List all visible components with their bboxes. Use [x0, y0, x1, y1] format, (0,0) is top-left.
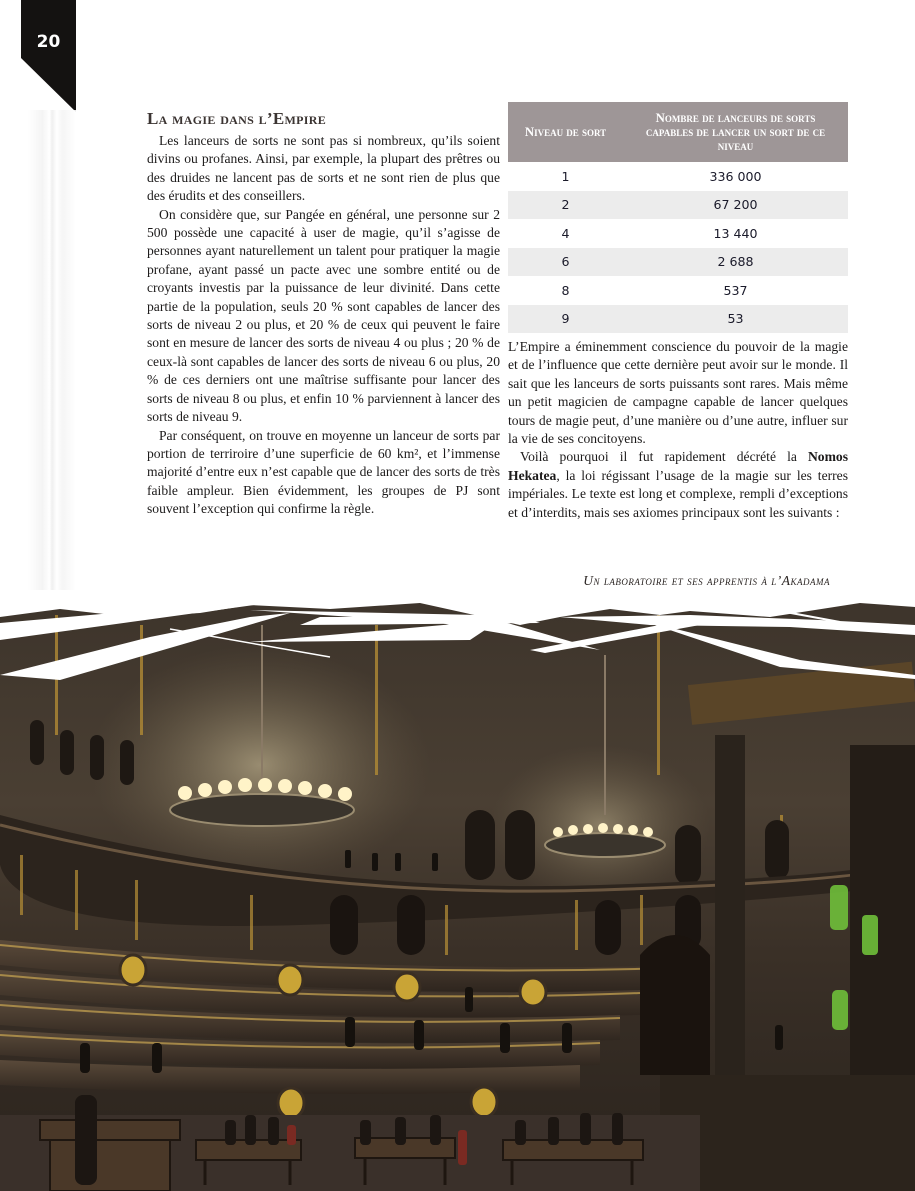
paragraph-text: , la loi régissant l’usage de la magie sur les terres impériales. Le texte est long et complexe, rempli d’exceptions et d’interdits, mais ses axiomes principaux sont les suivants :: [508, 467, 848, 520]
spell-casters-table: [508, 102, 848, 333]
table-row: [508, 162, 848, 191]
paragraph: Les lanceurs de sorts ne sont pas si nombreux, qu’ils soient divins ou profanes. Ainsi, par exemple, la plupart des prêtres ou des druides ne lancent pas de sorts et ne sont rien de plus que des érudits et des conseillers.: [147, 133, 500, 204]
cell-level: 4: [561, 225, 570, 241]
cell-level: 2: [508, 191, 623, 220]
margin-decoration: [28, 110, 76, 590]
table-row: [508, 191, 848, 220]
term-nomos-hekatea: Nomos Hekatea: [508, 449, 848, 483]
cell-count: 2 688: [623, 248, 848, 277]
paragraph-text: Voilà pourquoi il fut rapidement décrété la: [520, 449, 808, 465]
cell-level: 1: [561, 168, 570, 184]
column-header-level: Niveau de sort: [508, 102, 623, 162]
cell-count: 13 440: [713, 225, 758, 241]
illustration-akadama-hall: [0, 595, 915, 1191]
cell-level: 9: [508, 305, 623, 334]
section-title: La magie dans l’Empire: [147, 109, 327, 128]
column-header-count: [623, 102, 848, 162]
paragraph: L’Empire a éminemment conscience du pouvoir de la magie et de l’influence que cette dernière peut avoir sur le monde. Il sait que les lanceurs de sorts puissants sont rares. Mais même un petit magicien de campagne capable de lancer quelques tours de magie peut, d’une manière ou d’une autre, influer sur la vie de ses concitoyens.: [508, 339, 848, 447]
table-row: [508, 219, 848, 248]
left-column: [147, 108, 500, 519]
table-row: [508, 305, 848, 334]
column-header-count-text: Nombre de lanceurs de sorts capables de lancer un sort de ce niveau: [645, 111, 826, 153]
table-row: [508, 248, 848, 277]
cell-count: 53: [623, 305, 848, 334]
cell-count: 537: [723, 282, 748, 298]
cell-level: 6: [508, 248, 623, 277]
table-header-row: [508, 102, 848, 162]
table-row: [508, 276, 848, 305]
page-number-tab: [21, 0, 76, 112]
paragraph: On considère que, sur Pangée en général, une personne sur 2 500 possède une capacité à user de magie, qu’il s’agisse de personnes ayant naturellement un talent pour pratiquer la magie profane, ayant passé un pacte avec une sombre entité ou de croyants investis par la puissance de leur divinité. Dans cette partie de la population, seuls 20 % sont capables de lancer des sorts de niveau 2 ou plus, et 20 % de ceux qui peuvent le faire sont en mesure de lancer des sorts de niveau 4 ou plus ; 20 % de ceux-là sont capables de lancer des sorts de niveau 6 ou plus, 20 % de ces derniers ont une maîtrise suffisante pour lancer des sorts de niveau 8 ou plus, et enfin 10 % parviennent à lancer des sorts de niveau 9.: [147, 206, 500, 425]
cell-count: 336 000: [709, 168, 762, 184]
paragraph: Par conséquent, on trouve en moyenne un lanceur de sorts par portion de terriroire d’une superficie de 60 km², et l’immense majorité d’entre eux n’est capable que de lancer des sorts de très faible ampleur. Bien évidemment, les groupes de PJ sont souvent l’exception qui confirme la règle.: [147, 427, 500, 517]
illustration-caption: Un laboratoire et ses apprentis à l’Akadama: [583, 573, 830, 588]
paragraph-nomos: [508, 448, 848, 522]
cell-count: 67 200: [623, 191, 848, 220]
page-number: 20: [36, 32, 61, 52]
cell-level: 8: [561, 282, 570, 298]
right-column: [508, 338, 848, 522]
